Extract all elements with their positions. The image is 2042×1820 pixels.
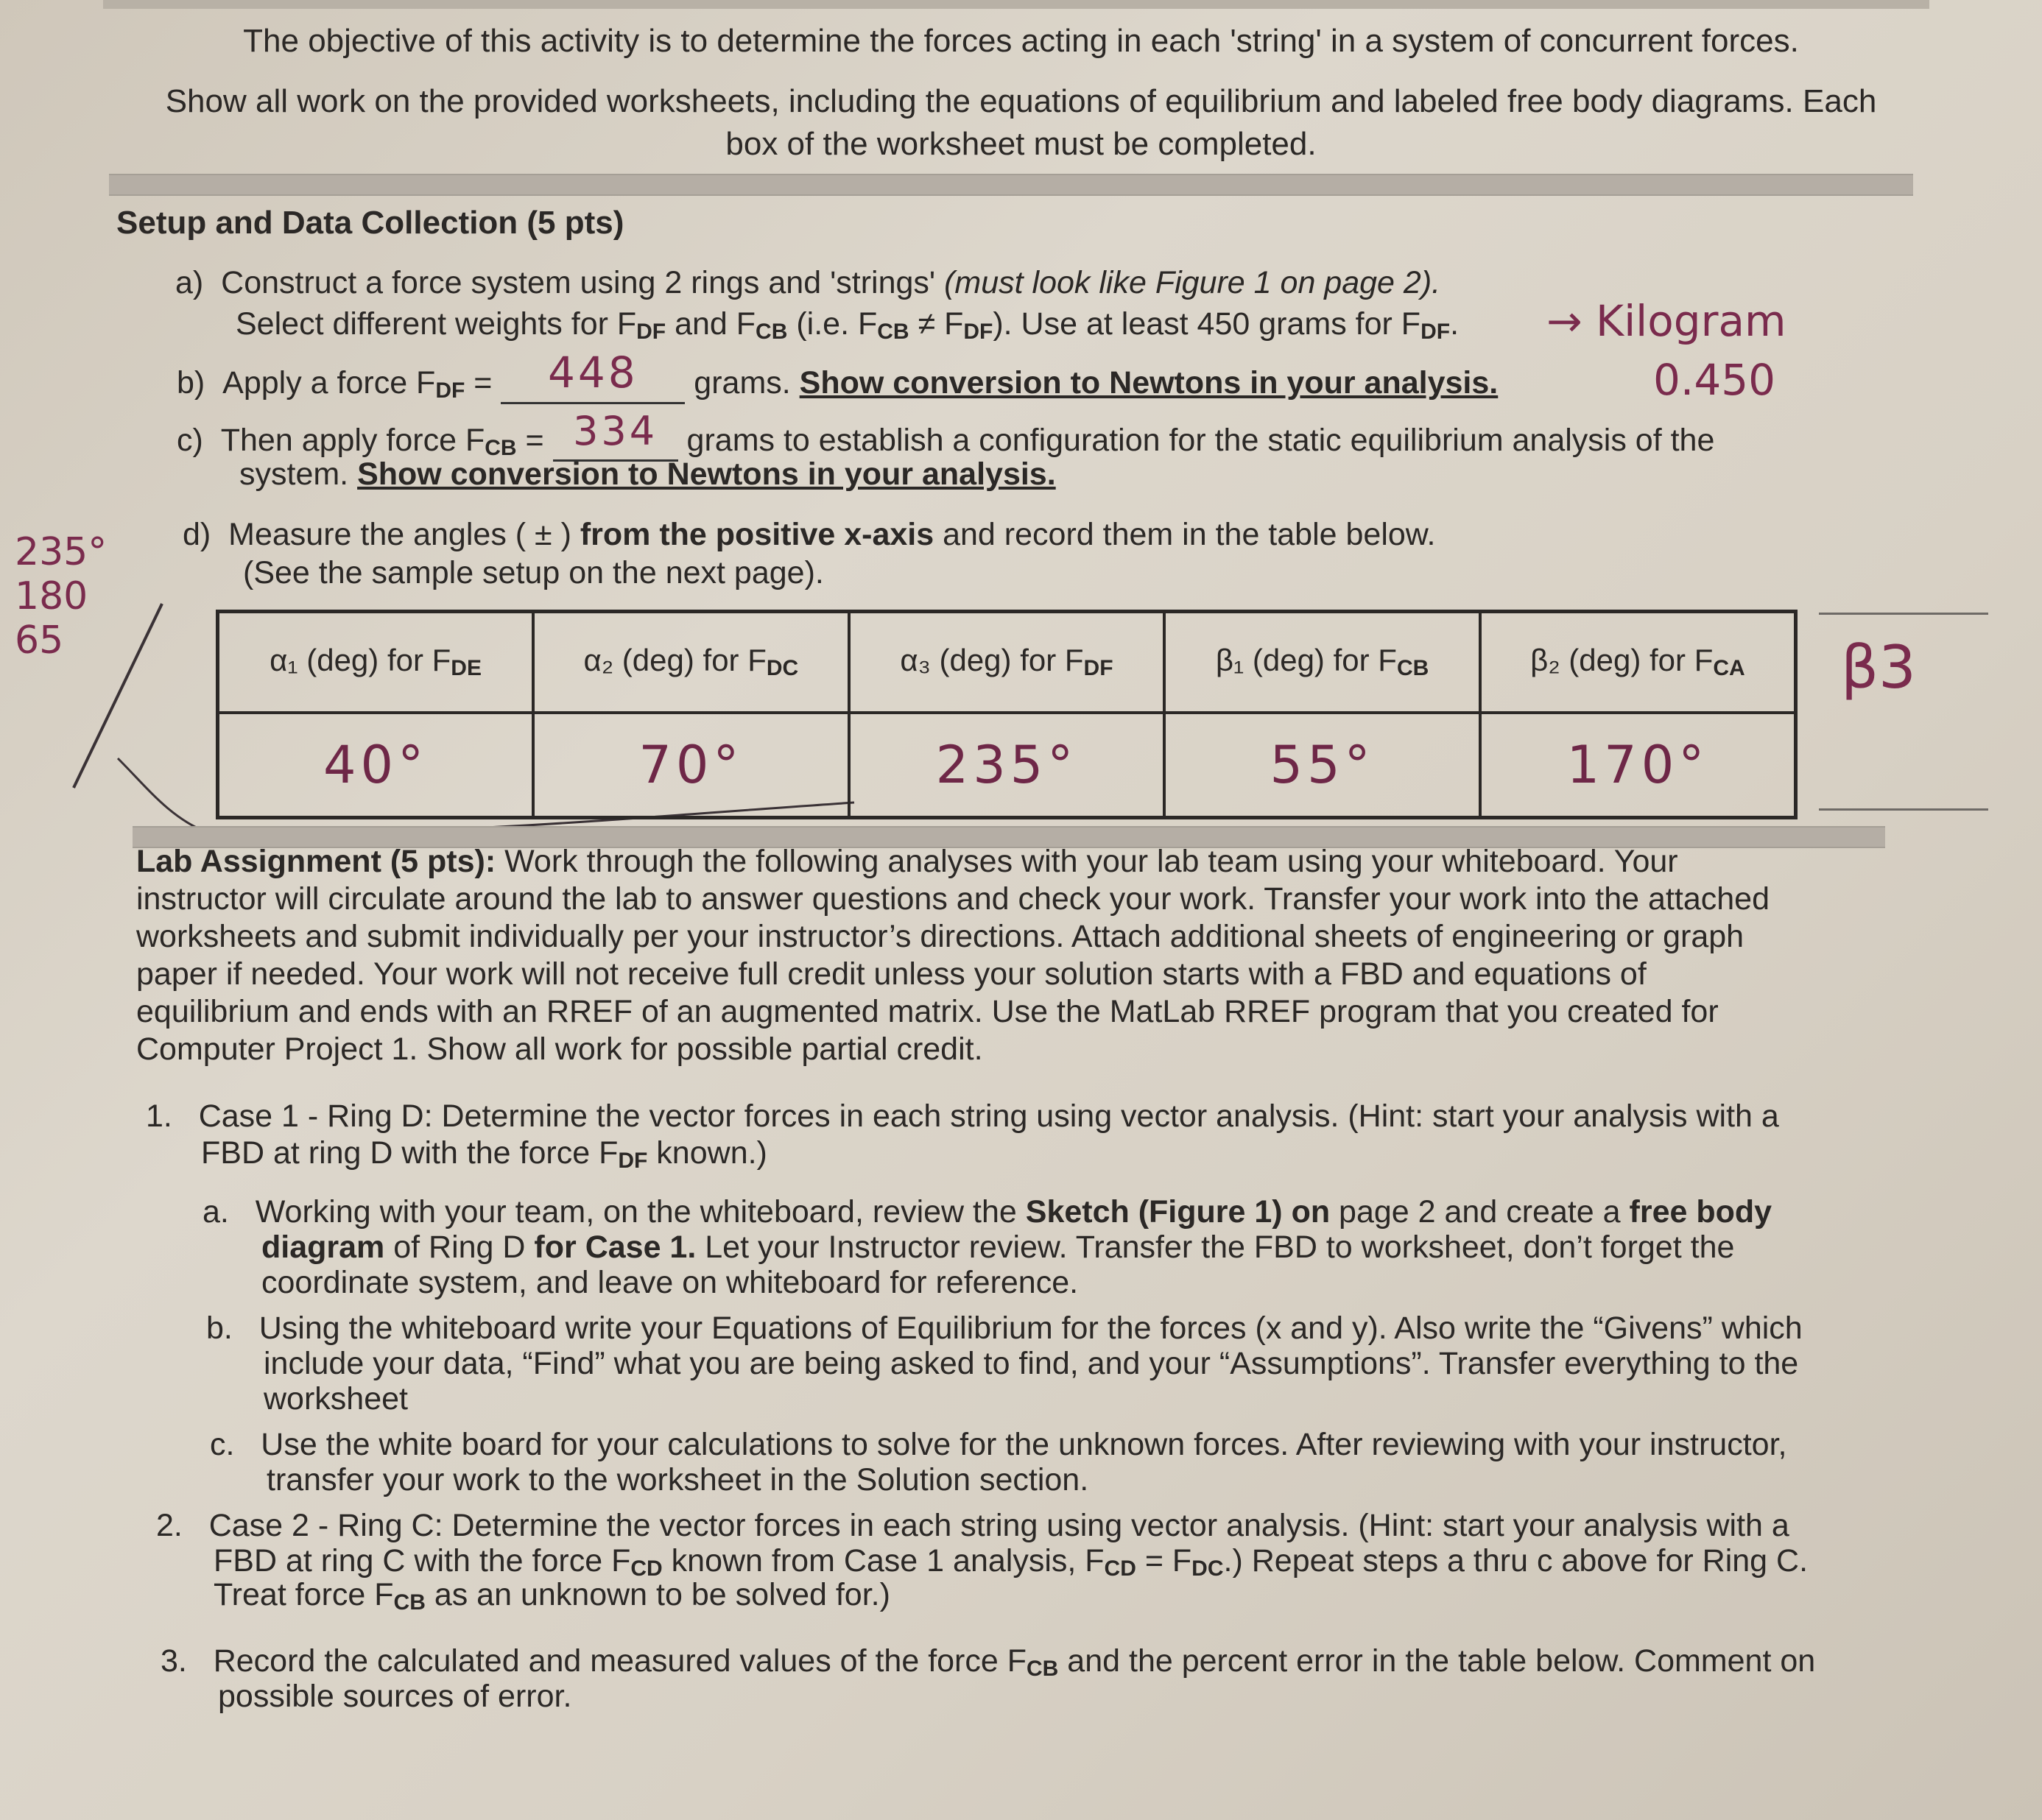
item-2-line-1: 2. Case 2 - Ring C: Determine the vector forces in each string using vector analysis. (Hint: start your analysis with a <box>156 1508 1789 1543</box>
setup-heading: Setup and Data Collection (5 pts) <box>116 205 624 241</box>
value-alpha1: 40° <box>218 713 534 818</box>
header-beta1: β₁ (deg) for $F_{CB}$ <box>1164 612 1480 713</box>
value-beta2: 170° <box>1480 713 1796 818</box>
instructions-line: Show all work on the provided worksheets, including the equations of equilibrium and labeled free body diagrams. Each <box>165 83 1877 119</box>
item-1c-line-1: c. Use the white board for your calculations to solve for the unknown forces. After reviewing with your instructor, <box>210 1427 1787 1462</box>
step-b-line: b) Apply a force $F_{DF} = 448$ grams. Show conversion to Newtons in your analysis. <box>177 348 1499 403</box>
header-beta2: β₂ (deg) for $F_{CA}$ <box>1480 612 1796 713</box>
objective-line: The objective of this activity is to determine the forces acting in each 'string' in a system of concurrent forces. <box>243 23 1799 59</box>
step-a-line-2: Select different weights for $F_{DF}$ and $F_{CB}$ (i.e. $F_{CB} \ne F_{DF}$). Use at least 450 grams for $F_{DF}$. <box>236 306 1460 344</box>
value-beta1: 55° <box>1164 713 1480 818</box>
value-alpha2: 70° <box>533 713 849 818</box>
item-1b-line-3: worksheet <box>264 1381 408 1417</box>
step-d-line-1: d) Measure the angles ( ± ) from the positive x-axis and record them in the table below. <box>183 517 1436 552</box>
step-c-line-1: c) Then apply force $F_{CB} = 334$ grams to establish a configuration for the static equilibrium analysis of the <box>177 408 1715 460</box>
step-d-line-2: (See the sample setup on the next page). <box>243 555 824 590</box>
handwritten-kg-value: 0.450 <box>1653 355 1776 405</box>
item-3-line-1: 3. Record the calculated and measured values of the force $F_{CB}$ and the percent error in the table below. Comment on <box>161 1643 1816 1681</box>
item-2-line-2: FBD at ring C with the force $F_{CD}$ known from Case 1 analysis, $F_{CD} = F_{DC}$.) Repeat steps a thru c above for Ring C. <box>214 1543 1809 1581</box>
step-a-line-1: a) Construct a force system using 2 rings and 'strings' (must look like Figure 1 on page 2). <box>175 265 1441 300</box>
step-c-line-2: system. Show conversion to Newtons in your analysis. <box>239 456 1056 492</box>
margin-line-bottom <box>1819 808 1988 811</box>
angle-table-header-row <box>218 612 1796 713</box>
margin-line-top <box>1819 613 1988 615</box>
force-fdf-field: 448 <box>501 359 685 404</box>
top-rule <box>103 0 1929 9</box>
item-1-line-2: FBD at ring D with the force $F_{DF}$ known.) <box>201 1135 767 1173</box>
item-1a-line-1: a. Working with your team, on the whiteboard, review the Sketch (Figure 1) on page 2 and create a free body <box>203 1194 1772 1230</box>
handwritten-margin-angles: 235° 180 65 <box>15 530 108 663</box>
item-2-line-3: Treat force $F_{CB}$ as an unknown to be solved for.) <box>214 1577 890 1615</box>
lab-assignment-paragraph: Lab Assignment (5 pts): Work through the following analyses with your lab team using your whiteboard. Your instructor will circulate around the lab to answer questions and check your work. Transfer your work into the attached worksheets and submit individually per your instructor’s directions. Attach additional sheets of engineering or graph paper if needed. Your work will not receive full credit unless your solution starts with a FBD and equations of equilibrium and ends with an RREF of an augmented matrix. Use the MatLab RREF program that you created for Computer Project 1. Show all work for possible partial credit. <box>136 844 1770 1067</box>
item-1a-line-3: coordinate system, and leave on whiteboard for reference. <box>261 1265 1079 1300</box>
header-alpha1: α₁ (deg) for $F_{DE}$ <box>218 612 534 713</box>
item-1c-line-2: transfer your work to the worksheet in the Solution section. <box>267 1462 1089 1498</box>
lab-heading: Lab Assignment (5 pts): <box>136 844 496 879</box>
item-3-line-2: possible sources of error. <box>218 1679 572 1714</box>
angle-table-value-row <box>218 713 1796 818</box>
header-alpha3: α₃ (deg) for $F_{DF}$ <box>849 612 1165 713</box>
force-fcb-field: 334 <box>553 418 678 462</box>
instructions-line-2: box of the worksheet must be completed. <box>725 126 1317 162</box>
header-alpha2: α₂ (deg) for $F_{DC}$ <box>533 612 849 713</box>
item-1a-line-2: diagram of Ring D for Case 1. Let your Instructor review. Transfer the FBD to worksheet, don’t forget the <box>261 1230 1735 1265</box>
angle-table <box>216 610 1798 819</box>
handwritten-beta3-note: β3 <box>1841 633 1916 702</box>
item-1-line-1: 1. Case 1 - Ring D: Determine the vector forces in each string using vector analysis. (Hint: start your analysis with a <box>146 1098 1779 1134</box>
value-alpha3: 235° <box>849 713 1165 818</box>
item-1b-line-1: b. Using the whiteboard write your Equations of Equilibrium for the forces (x and y). Also write the “Givens” which <box>206 1311 1803 1346</box>
section-divider <box>109 174 1913 196</box>
item-1b-line-2: include your data, “Find” what you are being asked to find, and your “Assumptions”. Transfer everything to the <box>264 1346 1799 1381</box>
handwritten-kilogram-note: → Kilogram <box>1546 296 1786 346</box>
